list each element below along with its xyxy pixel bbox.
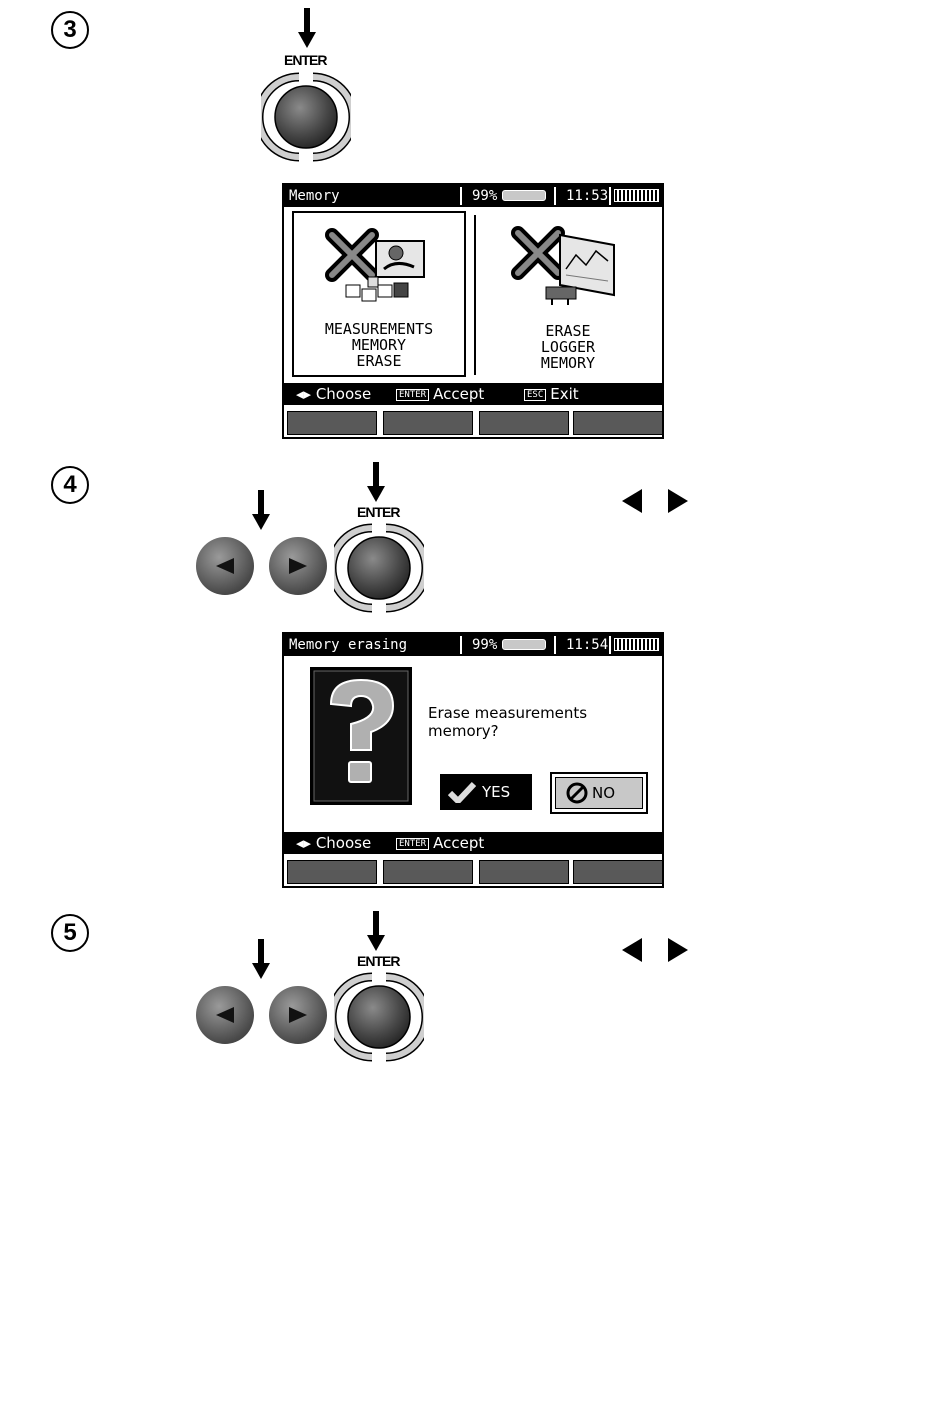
softkey-1[interactable] (287, 860, 377, 884)
no-button[interactable] (550, 772, 648, 814)
check-icon (448, 781, 476, 803)
down-arrow-icon (366, 911, 386, 951)
enter-label: ENTER (357, 953, 400, 969)
softkey-row (284, 856, 662, 886)
footer-hints (284, 383, 662, 405)
hint-accept: ENTER Accept (396, 834, 484, 852)
softkey-row (284, 407, 662, 437)
enter-knob-icon[interactable] (334, 972, 424, 1062)
softkey-3[interactable] (479, 411, 569, 435)
clock: 11:54 (566, 637, 609, 653)
step-number-5: 5 (51, 914, 89, 952)
enter-label: ENTER (357, 504, 400, 520)
option-measurements-memory-erase[interactable] (292, 211, 466, 377)
memory-screen (282, 183, 664, 439)
no-entry-icon (566, 782, 588, 804)
option-label: MEASUREMENTS MEMORY ERASE (324, 320, 434, 370)
softkey-4[interactable] (573, 411, 663, 435)
status-bar (284, 634, 662, 656)
left-arrow-button[interactable] (196, 537, 254, 595)
enter-knob-icon[interactable] (334, 523, 424, 613)
no-label: NO (592, 784, 616, 802)
down-arrow-icon (251, 490, 271, 530)
divider (474, 215, 476, 375)
left-triangle-icon (620, 487, 646, 515)
battery-icon (614, 189, 659, 202)
status-bar (284, 185, 662, 207)
level-bar (502, 190, 546, 201)
down-arrow-icon (251, 939, 271, 979)
yes-label: YES (482, 783, 511, 801)
hint-choose: ◂▸ Choose (296, 385, 372, 403)
right-arrow-button[interactable] (269, 986, 327, 1044)
battery-icon (614, 638, 659, 651)
left-arrow-button-icon (213, 1003, 237, 1027)
softkey-3[interactable] (479, 860, 569, 884)
down-arrow-icon (297, 8, 317, 48)
erase-question: Erase measurements memory? (428, 704, 588, 740)
right-arrow-button[interactable] (269, 537, 327, 595)
step-number-3: 3 (51, 11, 89, 49)
right-triangle-icon (664, 936, 690, 964)
option-erase-logger-memory[interactable] (480, 211, 656, 377)
level-bar (502, 639, 546, 650)
step-number-4: 4 (51, 466, 89, 504)
left-arrow-button-icon (213, 554, 237, 578)
right-arrow-button-icon (286, 1003, 310, 1027)
down-arrow-icon (366, 462, 386, 502)
softkey-4[interactable] (573, 860, 663, 884)
hint-exit: ESC Exit (524, 385, 579, 403)
erase-measurements-icon (324, 227, 434, 311)
screen-title: Memory erasing (289, 637, 408, 653)
enter-label: ENTER (284, 52, 327, 68)
clock: 11:53 (566, 188, 609, 204)
memory-erasing-screen (282, 632, 664, 888)
option-label: ERASE LOGGER MEMORY (540, 322, 596, 372)
softkey-1[interactable] (287, 411, 377, 435)
screen-title: Memory (289, 188, 340, 204)
enter-knob-icon[interactable] (261, 72, 351, 162)
softkey-2[interactable] (383, 860, 473, 884)
hint-choose: ◂▸ Choose (296, 834, 372, 852)
battery-percent: 99% (472, 188, 498, 204)
left-triangle-icon (620, 936, 646, 964)
question-mark-icon (309, 666, 413, 806)
right-triangle-icon (664, 487, 690, 515)
footer-hints (284, 832, 662, 854)
right-arrow-button-icon (286, 554, 310, 578)
yes-button[interactable] (440, 774, 532, 810)
left-arrow-button[interactable] (196, 986, 254, 1044)
softkey-2[interactable] (383, 411, 473, 435)
hint-accept: ENTER Accept (396, 385, 484, 403)
erase-logger-icon (510, 225, 620, 309)
battery-percent: 99% (472, 637, 498, 653)
